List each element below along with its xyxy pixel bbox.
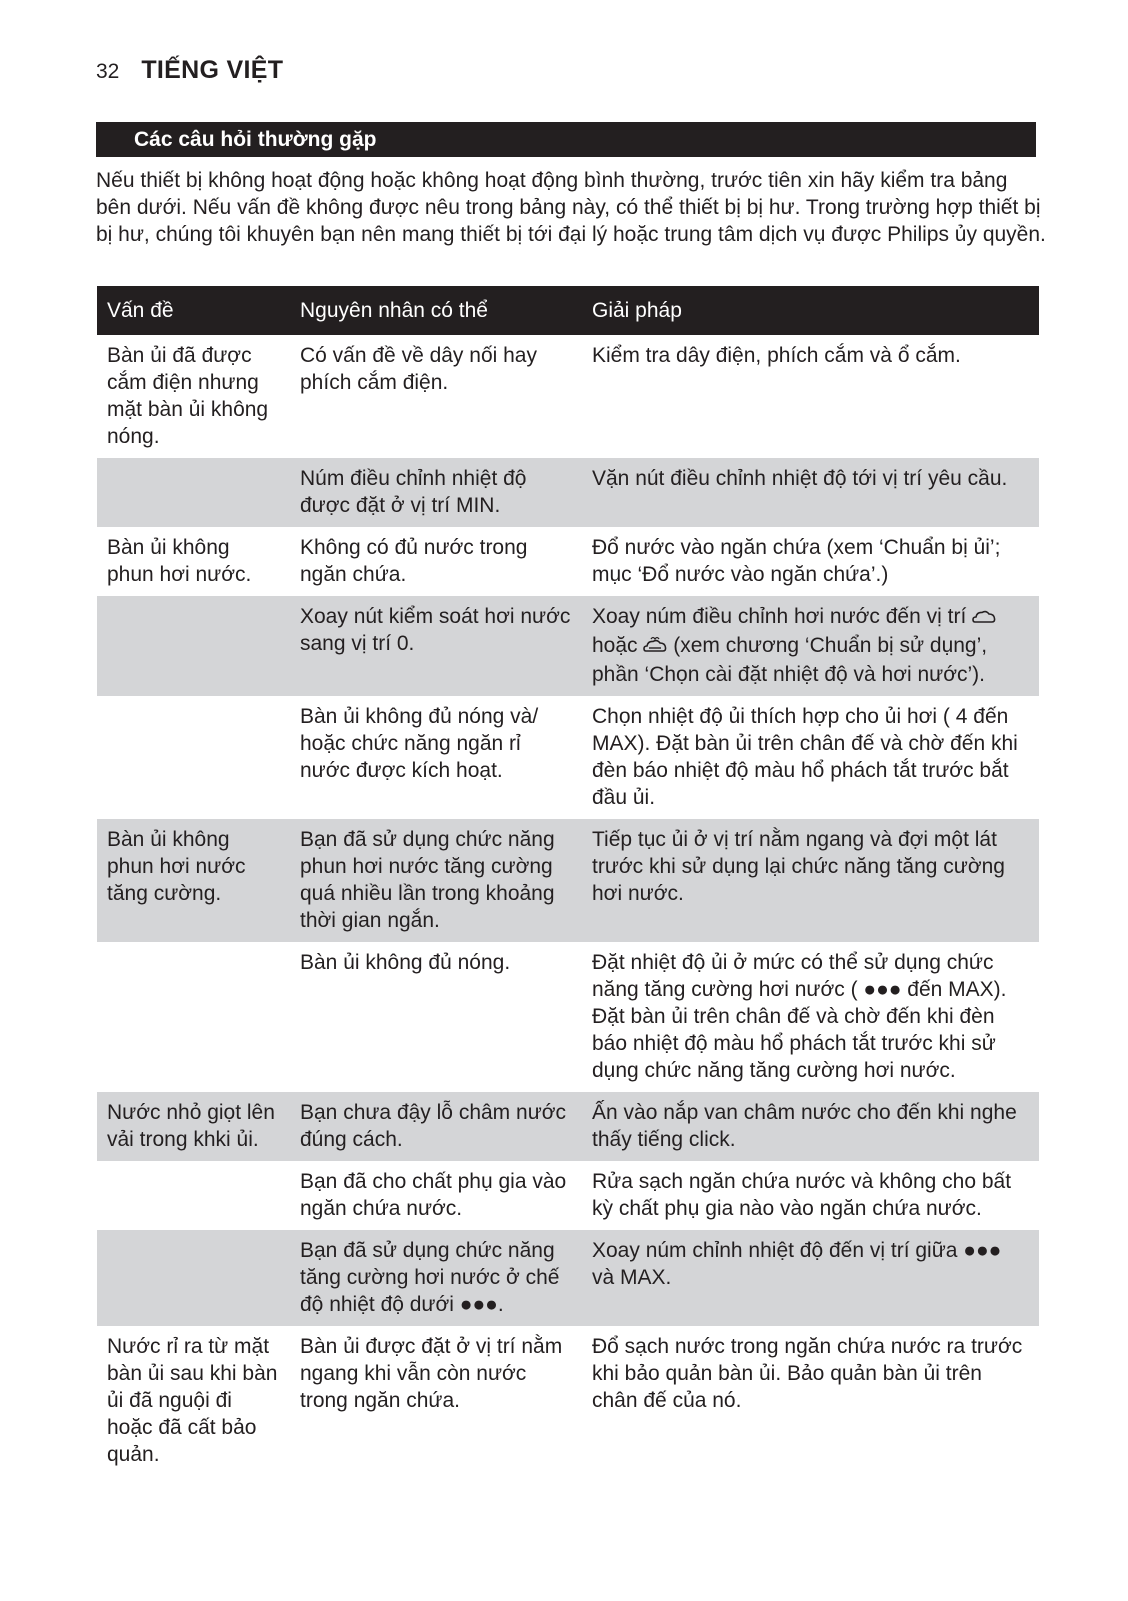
header-solution: Giải pháp bbox=[582, 286, 1039, 335]
solution-cell: Xoay núm chỉnh nhiệt độ đến vị trí giữa ●●● và MAX. bbox=[582, 1230, 1039, 1326]
language-title: TIẾNG VIỆT bbox=[141, 56, 284, 84]
cause-cell: Có vấn đề về dây nối hay phích cắm điện. bbox=[300, 344, 537, 394]
problem-cell bbox=[97, 458, 290, 527]
table-row bbox=[97, 696, 1039, 819]
solution-cell: Đổ sạch nước trong ngăn chứa nước ra trước khi bảo quản bàn ủi. Bảo quản bàn ủi trên chân đế của nó. bbox=[592, 1335, 1023, 1412]
cause-cell: Bạn đã cho chất phụ gia vào ngăn chứa nước. bbox=[300, 1170, 567, 1220]
table-row bbox=[97, 527, 1039, 596]
cause-cell: Không có đủ nước trong ngăn chứa. bbox=[300, 536, 528, 586]
problem-cell: Nước nhỏ giọt lên vải trong khki ủi. bbox=[97, 1092, 290, 1161]
cause-cell: Bạn đã sử dụng chức năng tăng cường hơi nước ở chế độ nhiệt độ dưới ●●●. bbox=[290, 1230, 582, 1326]
cause-cell: Bạn chưa đậy lỗ châm nước đúng cách. bbox=[290, 1092, 582, 1161]
cause-cell: Xoay nút kiểm soát hơi nước sang vị trí 0. bbox=[290, 596, 582, 696]
cause-cell: Bàn ủi được đặt ở vị trí nằm ngang khi vẫn còn nước trong ngăn chứa. bbox=[300, 1335, 563, 1412]
section-title: Các câu hỏi thường gặp bbox=[96, 122, 1036, 157]
solution-cell: Tiếp tục ủi ở vị trí nằm ngang và đợi một lát trước khi sử dụng lại chức năng tăng cường hơi nước. bbox=[582, 819, 1039, 942]
table-row bbox=[97, 596, 1039, 696]
page-header bbox=[96, 56, 283, 85]
table-row bbox=[97, 819, 1039, 942]
steam-max-icon bbox=[643, 634, 667, 661]
problem-cell bbox=[97, 596, 290, 696]
cause-cell: Bạn đã sử dụng chức năng phun hơi nước tăng cường quá nhiều lần trong khoảng thời gian ngắn. bbox=[290, 819, 582, 942]
troubleshooting-table bbox=[97, 286, 1039, 1476]
table-row bbox=[97, 1230, 1039, 1326]
solution-cell: Chọn nhiệt độ ủi thích hợp cho ủi hơi ( 4 đến MAX). Đặt bàn ủi trên chân đế và chờ đến khi đèn báo nhiệt độ màu hổ phách tắt trước bắt đầu ủi. bbox=[592, 705, 1018, 809]
problem-cell: Bàn ủi đã được cắm điện nhưng mặt bàn ủi không nóng. bbox=[107, 344, 269, 448]
header-cause: Nguyên nhân có thể bbox=[290, 286, 582, 335]
problem-cell bbox=[97, 1230, 290, 1326]
solution-cell: Ấn vào nắp van châm nước cho đến khi nghe thấy tiếng click. bbox=[582, 1092, 1039, 1161]
page-number: 32 bbox=[96, 60, 120, 83]
solution-cell: Đặt nhiệt độ ủi ở mức có thể sử dụng chức năng tăng cường hơi nước ( ●●● đến MAX). Đặt bàn ủi trên chân đế và chờ đến khi đèn báo nhiệt độ màu hổ phách tắt trước khi sử dụng chức năng tăng cường hơi nước. bbox=[592, 951, 1007, 1082]
table-row bbox=[97, 1092, 1039, 1161]
solution-cell: Rửa sạch ngăn chứa nước và không cho bất kỳ chất phụ gia nào vào ngăn chứa nước. bbox=[592, 1170, 1012, 1220]
problem-cell bbox=[97, 942, 290, 1092]
table-row bbox=[97, 335, 1039, 458]
solution-cell: Đổ nước vào ngăn chứa (xem ‘Chuẩn bị ủi’; mục ‘Đổ nước vào ngăn chứa’.) bbox=[592, 536, 1001, 586]
problem-cell: Bàn ủi không phun hơi nước. bbox=[107, 536, 252, 586]
solution-text: Xoay núm điều chỉnh hơi nước đến vị trí bbox=[592, 605, 967, 628]
header-problem: Vấn đề bbox=[97, 286, 290, 335]
intro-paragraph: Nếu thiết bị không hoạt động hoặc không hoạt động bình thường, trước tiên xin hãy kiểm tra bảng bên dưới. Nếu vấn đề không được nêu trong bảng này, có thể thiết bị bị hư. Trong trường hợp thiết bị bị hư, chúng tôi khuyên bạn nên mang thiết bị tới đại lý hoặc trung tâm dịch vụ được Philips ủy quyền. bbox=[96, 169, 1046, 246]
problem-cell bbox=[97, 696, 290, 819]
table-row bbox=[97, 942, 1039, 1092]
cause-cell: Núm điều chỉnh nhiệt độ được đặt ở vị trí MIN. bbox=[290, 458, 582, 527]
table-row bbox=[97, 1326, 1039, 1476]
solution-cell: Vặn nút điều chỉnh nhiệt độ tới vị trí yêu cầu. bbox=[582, 458, 1039, 527]
solution-cell bbox=[582, 596, 1039, 696]
solution-text: (xem chương ‘Chuẩn bị sử dụng’, phần ‘Chọn cài đặt nhiệt độ và hơi nước’). bbox=[592, 634, 988, 686]
solution-text: hoặc bbox=[592, 634, 638, 657]
steam-cloud-icon bbox=[972, 605, 996, 632]
solution-cell: Kiểm tra dây điện, phích cắm và ổ cắm. bbox=[592, 344, 961, 367]
cause-cell: Bàn ủi không đủ nóng và/ hoặc chức năng ngăn rỉ nước được kích hoạt. bbox=[300, 705, 539, 782]
problem-cell: Bàn ủi không phun hơi nước tăng cường. bbox=[97, 819, 290, 942]
table-header-row bbox=[97, 286, 1039, 335]
table-row bbox=[97, 1161, 1039, 1230]
problem-cell: Nước rỉ ra từ mặt bàn ủi sau khi bàn ủi đã nguội đi hoặc đã cất bảo quản. bbox=[107, 1335, 278, 1466]
table-row bbox=[97, 458, 1039, 527]
cause-cell: Bàn ủi không đủ nóng. bbox=[300, 951, 511, 974]
problem-cell bbox=[97, 1161, 290, 1230]
